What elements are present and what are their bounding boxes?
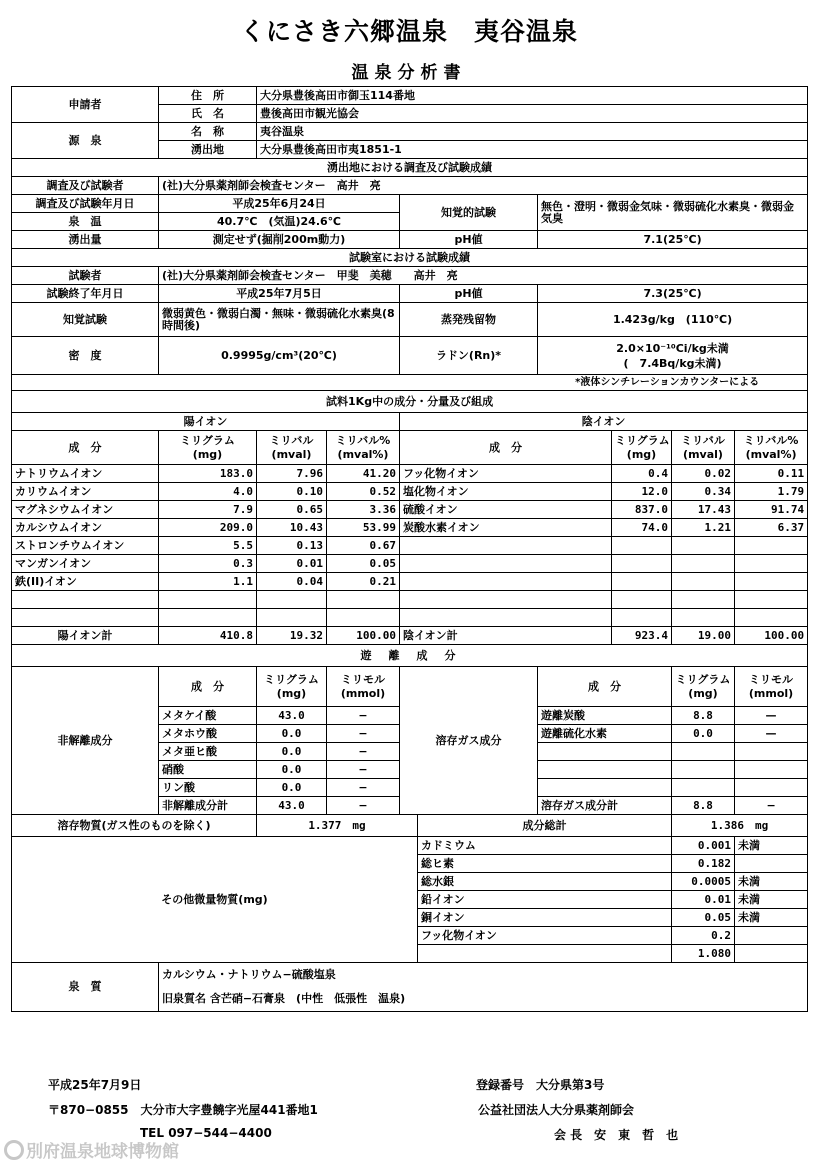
lab-density-label: 密 度 [12, 337, 159, 375]
trace-note [735, 855, 808, 873]
analysis-table [11, 86, 808, 1012]
ion-row [12, 465, 808, 483]
footer-tel: TEL 097−544−4400 [140, 1126, 272, 1140]
quality-value [159, 963, 808, 1012]
anion-pct: 6.37 [735, 519, 808, 537]
gas-mg-header: ミリグラム (mg) [672, 667, 735, 707]
trace-note: 未満 [735, 837, 808, 855]
lab-examiner-row [12, 267, 808, 285]
quality-label: 泉 質 [12, 963, 159, 1012]
cation-mval: 0.65 [257, 501, 327, 519]
lab-radon-value [538, 337, 808, 375]
radon-value-line2: ( 7.4Bq/kg未満) [623, 356, 722, 370]
nonion-total-label: 非解離成分計 [159, 797, 257, 815]
cation-total-mval: 19.32 [257, 627, 327, 645]
cation-pct: 0.05 [327, 555, 400, 573]
trace-name: 総水銀 [418, 873, 672, 891]
spring-name-value: 夷谷温泉 [257, 123, 808, 141]
anion-total-mg: 923.4 [612, 627, 672, 645]
lab-residue-label: 蒸発残留物 [400, 303, 538, 337]
source-label: 源 泉 [12, 123, 159, 159]
lab-sensory-row [12, 303, 808, 337]
trace-value: 0.182 [672, 855, 735, 873]
lab-section-title: 試験室における試験成績 [12, 249, 808, 267]
cation-mval: 7.96 [257, 465, 327, 483]
anion-name: 炭酸水素イオン [400, 519, 612, 537]
gas-mmol-header: ミリモル (mmol) [735, 667, 808, 707]
quality-row [12, 963, 808, 1012]
anion-mval [672, 573, 735, 591]
document-title: くにさき六郷温泉 夷谷温泉 [239, 17, 578, 46]
anion-pct [735, 537, 808, 555]
cation-mg-header: ミリグラム (mg) [159, 431, 257, 465]
anion-pct: 1.79 [735, 483, 808, 501]
lab-ph-value: 7.3(25℃) [538, 285, 808, 303]
quality-line2: 旧泉質名 含芒硝−石膏泉 (中性 低張性 温泉) [162, 992, 406, 1005]
lab-sensory-label: 知覚試験 [12, 303, 159, 337]
anion-mval: 0.02 [672, 465, 735, 483]
footer-date: 平成25年7月9日 [48, 1078, 142, 1092]
anion-mg: 12.0 [612, 483, 672, 501]
cation-mval: 0.10 [257, 483, 327, 501]
watermark [4, 1137, 179, 1162]
trace-value: 1.080 [672, 945, 735, 963]
onsite-flow-value: 測定せず(掘削200m動力) [159, 231, 400, 249]
cation-name: ストロンチウムイオン [12, 537, 159, 555]
nonion-mg: 0.0 [257, 761, 327, 779]
cation-component-header: 成 分 [12, 431, 159, 465]
gas-total-mmol: − [735, 797, 808, 815]
footer-organization: 公益社団法人大分県薬剤師会 [478, 1103, 635, 1117]
onsite-ph-label: pH値 [400, 231, 538, 249]
nonion-mmol: − [327, 761, 400, 779]
gas-total-mg: 8.8 [672, 797, 735, 815]
applicant-label: 申請者 [12, 87, 159, 123]
gas-mmol: — [735, 725, 808, 743]
onsite-flow-label: 湧出量 [12, 231, 159, 249]
name-value: 豊後高田市観光協会 [257, 105, 808, 123]
watermark-text: 別府温泉地球博物館 [26, 1142, 179, 1162]
anion-mg-header: ミリグラム (mg) [612, 431, 672, 465]
cation-mg: 209.0 [159, 519, 257, 537]
trace-name: フッ化物イオン [418, 927, 672, 945]
nonion-mg: 0.0 [257, 725, 327, 743]
ion-empty-row [12, 609, 808, 627]
ion-total-row [12, 627, 808, 645]
cation-name: 鉄(II)イオン [12, 573, 159, 591]
anion-mg [612, 555, 672, 573]
footer-registration: 登録番号 大分県第3号 [476, 1078, 605, 1092]
cation-name: カルシウムイオン [12, 519, 159, 537]
onsite-flow-row [12, 231, 808, 249]
trace-name: 鉛イオン [418, 891, 672, 909]
trace-name [418, 945, 672, 963]
anion-mg: 837.0 [612, 501, 672, 519]
address-value: 大分県豊後高田市御玉114番地 [257, 87, 808, 105]
anion-name: 塩化物イオン [400, 483, 612, 501]
nonion-mmol: − [327, 707, 400, 725]
trace-note [735, 945, 808, 963]
onsite-sensory-label: 知覚的試験 [400, 195, 538, 231]
anion-mval [672, 555, 735, 573]
cation-mval: 0.01 [257, 555, 327, 573]
cation-pct: 0.52 [327, 483, 400, 501]
cation-total-mg: 410.8 [159, 627, 257, 645]
cation-mg: 5.5 [159, 537, 257, 555]
nonion-mmol: − [327, 725, 400, 743]
anion-mg: 0.4 [612, 465, 672, 483]
anion-mg [612, 573, 672, 591]
anion-pct: 0.11 [735, 465, 808, 483]
lab-date-label: 試験終了年月日 [12, 285, 159, 303]
anion-component-header: 成 分 [400, 431, 612, 465]
cation-mg: 0.3 [159, 555, 257, 573]
nonion-total-mg: 43.0 [257, 797, 327, 815]
document-subtitle: 温泉分析書 [351, 63, 467, 83]
trace-note: 未満 [735, 909, 808, 927]
anion-pct [735, 573, 808, 591]
trace-name: カドミウム [418, 837, 672, 855]
trace-value: 0.01 [672, 891, 735, 909]
nonion-name: リン酸 [159, 779, 257, 797]
anion-name: 硫酸イオン [400, 501, 612, 519]
trace-label: その他微量物質(mg) [12, 837, 418, 963]
anion-name [400, 537, 612, 555]
onsite-date-row [12, 195, 808, 213]
cation-name: マンガンイオン [12, 555, 159, 573]
anion-name: フッ化物イオン [400, 465, 612, 483]
free-header-row [12, 667, 808, 707]
onsite-examiner-value: (社)大分県薬剤師会検査センター 高井 亮 [159, 177, 808, 195]
cation-mval: 0.13 [257, 537, 327, 555]
onsite-examiner-row [12, 177, 808, 195]
cation-total-label: 陽イオン計 [12, 627, 159, 645]
cation-title: 陽イオン [12, 413, 400, 431]
anion-mval [672, 537, 735, 555]
dissolved-value: 1.377 mg [257, 815, 418, 837]
onsite-examiner-label: 調査及び試験者 [12, 177, 159, 195]
lab-ph-label: pH値 [400, 285, 538, 303]
cation-mg: 7.9 [159, 501, 257, 519]
lab-sensory-value: 微弱黄色・微弱白濁・無味・微弱硫化水素臭(8時間後) [159, 303, 400, 337]
radon-note: *液体シンチレーションカウンターによる [12, 375, 808, 391]
nonion-label: 非解離成分 [12, 667, 159, 815]
ion-row [12, 537, 808, 555]
nonion-name: 硝酸 [159, 761, 257, 779]
gas-mg: 0.0 [672, 725, 735, 743]
totals-row [12, 815, 808, 837]
cation-mval-header: ミリバル (mval) [257, 431, 327, 465]
free-section-title: 遊 離 成 分 [12, 645, 808, 667]
anion-mg [612, 537, 672, 555]
gas-component-header: 成 分 [538, 667, 672, 707]
anion-total-mval: 19.00 [672, 627, 735, 645]
location-label: 湧出地 [159, 141, 257, 159]
ion-row [12, 501, 808, 519]
overall-label: 成分総計 [418, 815, 672, 837]
anion-mval-header: ミリバル (mval) [672, 431, 735, 465]
nonion-mg-header: ミリグラム (mg) [257, 667, 327, 707]
lab-density-row [12, 337, 808, 375]
anion-mval: 17.43 [672, 501, 735, 519]
anion-pct [735, 555, 808, 573]
nonion-mg: 0.0 [257, 779, 327, 797]
nonion-name: メタホウ酸 [159, 725, 257, 743]
watermark-logo-icon [4, 1140, 24, 1160]
quality-line1: カルシウム・ナトリウム−硫酸塩泉 [162, 968, 336, 981]
anion-name [400, 573, 612, 591]
nonion-mmol-header: ミリモル (mmol) [327, 667, 400, 707]
location-value: 大分県豊後高田市夷1851-1 [257, 141, 808, 159]
nonion-total-mmol: − [327, 797, 400, 815]
radon-value-line1: 2.0×10⁻¹⁰Ci/kg未満 [616, 341, 729, 355]
anion-pct: 91.74 [735, 501, 808, 519]
gas-mmol: — [735, 707, 808, 725]
nonion-mmol: − [327, 779, 400, 797]
onsite-temp-label: 泉 温 [12, 213, 159, 231]
onsite-section-title: 湧出地における調査及び試験成績 [12, 159, 808, 177]
trace-name: 総ヒ素 [418, 855, 672, 873]
cation-name: カリウムイオン [12, 483, 159, 501]
trace-value: 0.001 [672, 837, 735, 855]
composition-section-title: 試料1Kg中の成分・分量及び組成 [12, 391, 808, 413]
lab-residue-value: 1.423g/kg (110℃) [538, 303, 808, 337]
trace-note: 未満 [735, 873, 808, 891]
lab-date-row [12, 285, 808, 303]
onsite-temp-value: 40.7℃ (気温)24.6℃ [159, 213, 400, 231]
cation-name: ナトリウムイオン [12, 465, 159, 483]
anion-total-label: 陰イオン計 [400, 627, 612, 645]
gas-name: 遊離硫化水素 [538, 725, 672, 743]
anion-total-pct: 100.00 [735, 627, 808, 645]
nonion-name: メタケイ酸 [159, 707, 257, 725]
name-label: 氏 名 [159, 105, 257, 123]
radon-note-row [12, 375, 808, 391]
cation-name: マグネシウムイオン [12, 501, 159, 519]
trace-note: 未満 [735, 891, 808, 909]
cation-mg: 183.0 [159, 465, 257, 483]
cation-mval: 0.04 [257, 573, 327, 591]
trace-value: 0.0005 [672, 873, 735, 891]
ion-row [12, 519, 808, 537]
footer-address: 〒870−0855 大分市大字豊饒字光屋441番地1 [48, 1103, 318, 1117]
nonion-component-header: 成 分 [159, 667, 257, 707]
anion-name [400, 555, 612, 573]
nonion-mmol: − [327, 743, 400, 761]
gas-name: 遊離炭酸 [538, 707, 672, 725]
trace-value: 0.05 [672, 909, 735, 927]
lab-date-value: 平成25年7月5日 [159, 285, 400, 303]
anion-mval: 0.34 [672, 483, 735, 501]
cation-mg: 4.0 [159, 483, 257, 501]
dissolved-label: 溶存物質(ガス性のものを除く) [12, 815, 257, 837]
cation-mg: 1.1 [159, 573, 257, 591]
cation-pct: 3.36 [327, 501, 400, 519]
gas-total-label: 溶存ガス成分計 [538, 797, 672, 815]
lab-examiner-label: 試験者 [12, 267, 159, 285]
trace-name: 銅イオン [418, 909, 672, 927]
trace-row [12, 837, 808, 855]
anion-title: 陰イオン [400, 413, 808, 431]
cation-pct: 41.20 [327, 465, 400, 483]
lab-density-value: 0.9995g/cm³(20℃) [159, 337, 400, 375]
nonion-name: メタ亜ヒ酸 [159, 743, 257, 761]
onsite-date-label: 調査及び試験年月日 [12, 195, 159, 213]
lab-examiner-value: (社)大分県薬剤師会検査センター 甲斐 美穂 高井 亮 [159, 267, 808, 285]
nonion-mg: 43.0 [257, 707, 327, 725]
cation-pct: 0.67 [327, 537, 400, 555]
ion-header-row [12, 431, 808, 465]
trace-note [735, 927, 808, 945]
source-name-row [12, 123, 808, 141]
applicant-address-row [12, 87, 808, 105]
trace-value: 0.2 [672, 927, 735, 945]
overall-value: 1.386 mg [672, 815, 808, 837]
ion-row [12, 483, 808, 501]
spring-name-label: 名 称 [159, 123, 257, 141]
anion-pct-header: ミリバル% (mval%) [735, 431, 808, 465]
footer-president: 会 長 安 東 哲 也 [554, 1128, 679, 1142]
address-label: 住 所 [159, 87, 257, 105]
cation-total-pct: 100.00 [327, 627, 400, 645]
nonion-mg: 0.0 [257, 743, 327, 761]
ion-empty-row [12, 591, 808, 609]
ion-row [12, 573, 808, 591]
ion-row [12, 555, 808, 573]
onsite-ph-value: 7.1(25℃) [538, 231, 808, 249]
anion-mval: 1.21 [672, 519, 735, 537]
cation-pct-header: ミリバル% (mval%) [327, 431, 400, 465]
cation-mval: 10.43 [257, 519, 327, 537]
gas-label: 溶存ガス成分 [400, 667, 538, 815]
onsite-sensory-value: 無色・澄明・微弱金気味・微弱硫化水素臭・微弱金気臭 [538, 195, 808, 231]
cation-pct: 0.21 [327, 573, 400, 591]
gas-mg: 8.8 [672, 707, 735, 725]
cation-pct: 53.99 [327, 519, 400, 537]
anion-mg: 74.0 [612, 519, 672, 537]
ion-group-row [12, 413, 808, 431]
lab-radon-label: ラドン(Rn)* [400, 337, 538, 375]
onsite-date-value: 平成25年6月24日 [159, 195, 400, 213]
